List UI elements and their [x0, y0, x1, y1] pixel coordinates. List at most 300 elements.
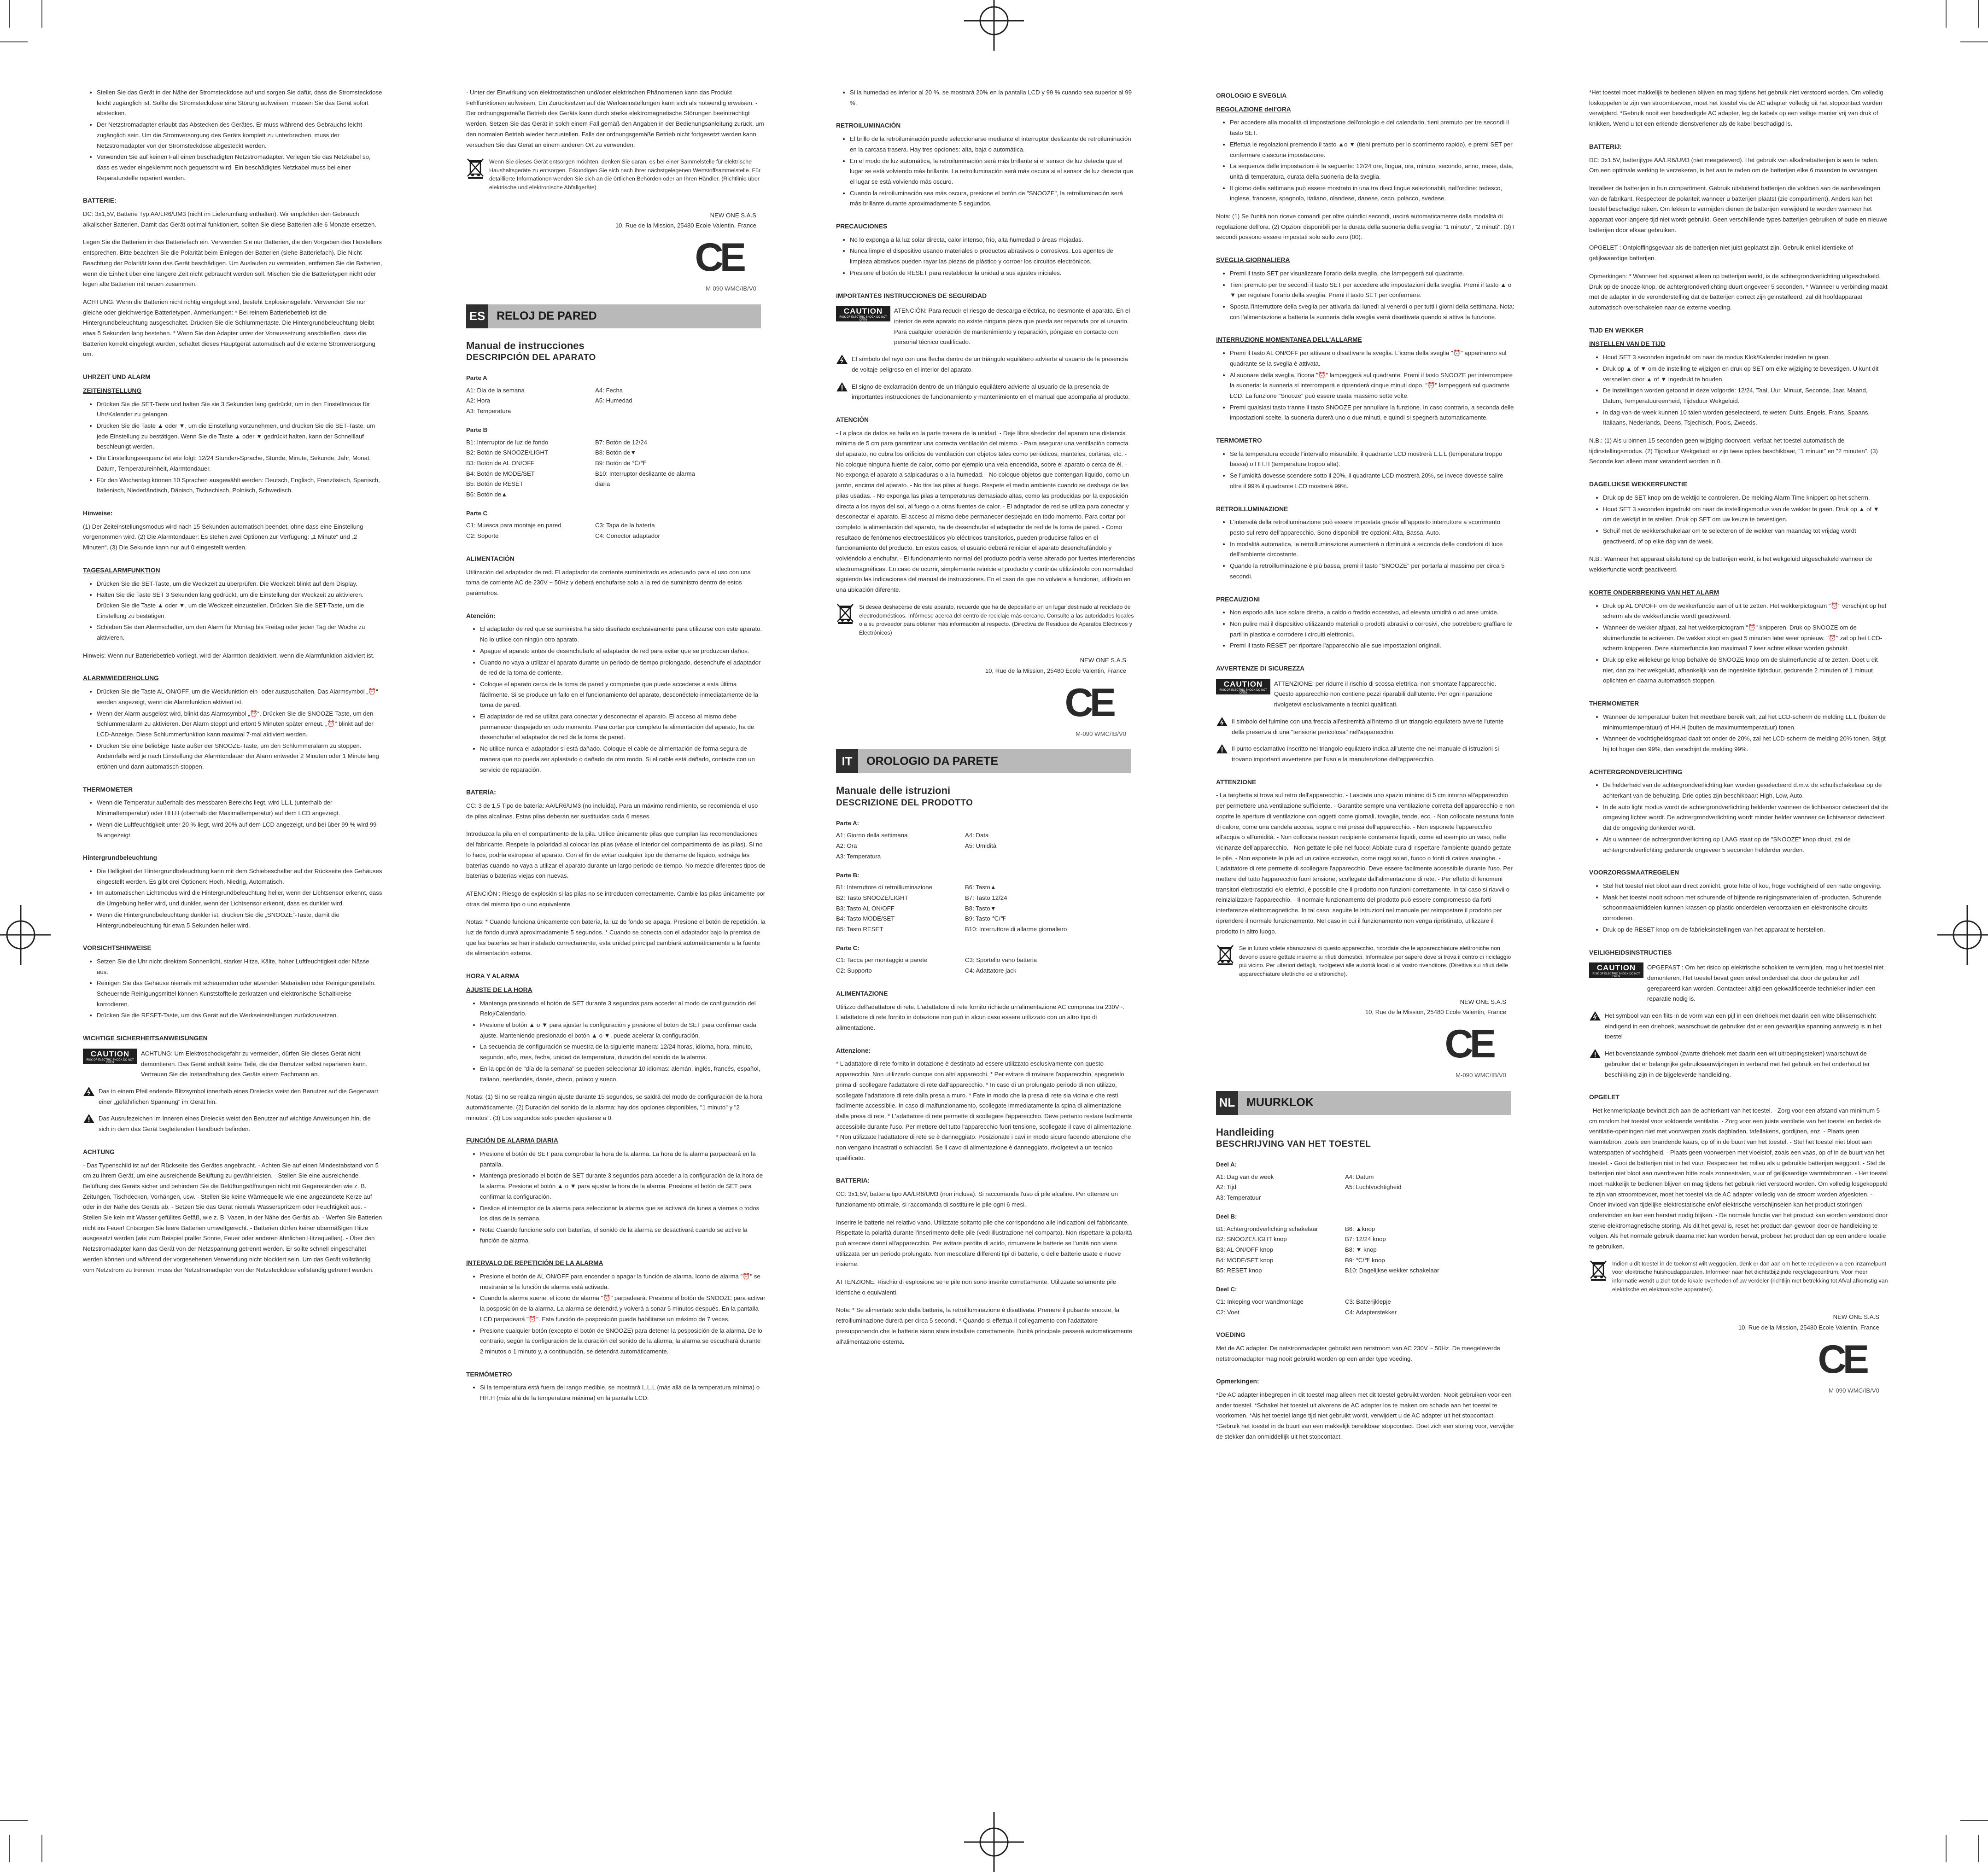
- list-item: • Cuando la alarma suene, el icono de alarma "⏰" parpadeará. Presione el botón de SNOOZE para activar la posposición de la alarma. La alarma se detendrá y volverá a sonar 5 minutos después. En la pantalla LCD parpadeará "⏰". Esta función de posposición puede habilitarse un máximo de 7 veces.: [480, 1293, 766, 1324]
- parts-cell: B10: Interruttore di allarme giornaliero: [965, 926, 1067, 933]
- crop-mark: [1960, 1820, 1988, 1821]
- parts-cell: C3: Sportello vano batteria: [965, 956, 1037, 964]
- weee-text: Wenn Sie dieses Gerät entsorgen möchten, denken Sie daran, es bei einer Sammelstelle für elektrische Haushaltsgeräte zu entsorgen. Erkundigen Sie sich nach Ihrer nächstgelegenen Wertstoffsammelstelle. Für detaillierte Informationen wenden Sie sich an die örtlichen Behörden oder an Ihren Händler. (Richtlinie über elektrische und elektronische Abfallgeräte).: [489, 158, 761, 191]
- list-item: • Deslice el interruptor de la alarma para seleccionar la alarma que se activará de lunes a viernes o todos los días de la semana.: [480, 1203, 766, 1224]
- bullet-list: [836, 235, 1135, 279]
- list-item: • En el modo de luz automática, la retroiluminación será más brillante si el sensor de luz detecta que el lugar se está volviendo más brillante. La retroiluminación será más oscura si el sensor de luz detecta que el lugar se está volviendo más oscuro.: [850, 156, 1135, 187]
- language-section-title: OROLOGIO DA PARETE: [866, 754, 999, 768]
- paragraph: Utilización del adaptador de red. El adaptador de corriente suministrado es adecuado para el uso con una toma de corriente AC de 230V ~ 50Hz y deberá enchufarse solo a la red de suministro dentro de estos parámetros.: [466, 568, 751, 597]
- section-heading: HORA Y ALARMA: [466, 973, 520, 980]
- paragraph: - Unter der Einwirkung von elektrostatischen und/oder elektrischen Phänomenen kann das Produkt Fehlfunktionen aufweisen. Ein Zurücksetzen auf die Werkseinstellungen kann sich als notwendig erweisen. - Der ordnungsgemäße Betrieb des Geräts kann durch starke elektromagnetische Störungen beeinträchtigt werden. Setzen Sie das Gerät in solch einem Fall gemäß den Angaben in der Bedienungsanleitung zurück, um den normalen Betrieb wieder herzustellen. Falls der ordnungsgemäße Betrieb nicht fortgesetzt werden kann, versuchen Sie das Gerät an einem anderen Ort zu verwenden.: [466, 89, 764, 148]
- paragraph: Legen Sie die Batterien in das Batteriefach ein. Verwenden Sie nur Batterien, die den Vorgaben des Herstellers entsprechen. Bitte beachten Sie die Polarität beim Einlegen der Batterien (siehe Batteriefach). Die Nicht-Beachtung der Polarität kann das Gerät beschädigen. Um Auslaufen zu vermeiden, entfernen Sie die Batterien, wenn die Einheit über eine längere Zeit nicht gebraucht werden soll. Mischen Sie die Batterietypen nicht oder legen alte Batterien mit neuen zusammen.: [83, 239, 382, 288]
- list-item: • El brillo de la retroiluminación puede seleccionarse mediante el interruptor deslizante de retroiluminación en la carcasa trasera. Hay tres opciones: alta, baja o automática.: [850, 134, 1135, 155]
- parts-cell: A4: Data: [965, 832, 989, 839]
- bullet-list: [1216, 517, 1515, 582]
- crop-mark: [1946, 0, 1947, 28]
- parts-cell: B8: Botón de▼: [595, 449, 637, 456]
- warning-notice: [1589, 1011, 1889, 1042]
- crop-mark: [1978, 0, 1979, 28]
- exclamation-warning-icon: [1216, 744, 1232, 758]
- parts-cell: C2: Soporte: [466, 532, 499, 540]
- paragraph: CC: 3x1,5V, batteria tipo AA/LR6/UM3 (non inclusa). Si raccomanda l'uso di pile alcaline. Per ottenere un funzionamento ottimale, si raccomanda di sostituire le pile ogni 6 mesi.: [836, 1190, 1118, 1208]
- paragraph: - Das Typenschild ist auf der Rückseite des Gerätes angebracht. - Achten Sie auf einen Mindestabstand von 5 cm zu Ihrem Gerät, um eine ausreichende Belüftung zu gewährleisten. - Stellen Sie eine ausreichende Belüftung des Geräts sicher und behindern Sie die Belüftungsöffnungen nicht mit Gegenständen wie z. B. Zeitungen, Tischdecken, Vorhängen, usw. - Stellen Sie keine Wärmequelle wie eine angezündete Kerze auf oder in der Nähe des Geräts ab. - Setzen Sie das Gerät niemals Wasserspritzern oder Feuchtigkeit aus. - Stellen Sie kein mit Wasser gefülltes Gefäß, wie z. B. Vasen, in der Nähe des Geräts ab. - Werfen Sie Batterien nicht ins Feuer! Entsorgen Sie leere Batterien umweltgerecht. - Batterien dürfen keiner übermäßigen Hitze ausgesetzt werden (wie zum Beispiel praller Sonne, Feuer oder anderen ähnlichen Hitzequellen). - Über den Netzstromadapter kann das Gerät von der Netzspannung getrennt werden. Er sollte schnell eingeschaltet werden können und während der vorgesehenen Verwendung nicht blockiert sein. Um das Gerät vollständig vom Netzstrom zu trennen, muss der Netzstromadapter von der Netzsteckdose vollständig getrennt werden.: [83, 1161, 382, 1273]
- parts-cell: B2: Tasto SNOOZE/LIGHT: [836, 894, 908, 901]
- paragraph: Installeer de batterijen in hun compartiment. Gebruik uitsluitend batterijen die voldoen aan de aanbevelingen van de fabrikant. Respecteer de polariteit wanneer u batterijen plaatst (zie compartiment). Anders kan het toestel beschadigd raken. Om lekken te vermijden dienen de batterijen verwijderd te worden wanneer het apparaat voor langere tijd niet wordt gebruikt. Geen verschillende types batterijen gebruiken of oude en nieuwe batterijen door elkaar gebruiken.: [1589, 184, 1888, 233]
- parts-row: [836, 914, 1094, 924]
- list-item: • Sposta l'interruttore della sveglia per attivarla dal lunedì al venerdì o per tutti i giorni della settimana. Nota: con l'alimentazione a batteria la suoneria della sveglia verrà disattivata quando si attiva la funzione.: [1230, 302, 1515, 322]
- parts-group-title: Parte C: [466, 509, 488, 517]
- parts-row: [836, 830, 1094, 841]
- caution-text: ACHTUNG: Um Elektroschockgefahr zu vermeiden, dürfen Sie dieses Gerät nicht demontieren. Das Gerät enthält keine Teile, die der Benutzer selbst reparieren kann. Vertrauen Sie die Instandhaltung des Geräts einem Fachmann an.: [141, 1050, 368, 1078]
- section-heading: SVEGLIA GIORNALIERA: [1216, 257, 1290, 264]
- section-heading: INTERRUZIONE MOMENTANEA DELL'ALLARME: [1216, 336, 1362, 344]
- parts-cell: A1: Giorno della settimana: [836, 832, 908, 839]
- section-heading: OROLOGIO E SVEGLIA: [1216, 92, 1287, 99]
- registration-mark-bottom: [964, 1812, 1024, 1872]
- list-item: • Tieni premuto per tre secondi il tasto SET per accedere alle impostazioni della sveglia. Premi il tasto ▲ o ▼ per regolare l'orario della sveglia. Premi il tasto SET per confermare.: [1230, 280, 1515, 301]
- warning-text: Das in einem Pfeil endende Blitzsymbol innerhalb eines Dreiecks weist den Benutzer auf die Gegenwart einer „gefährlichen Spannung“ im Gerät hin.: [99, 1088, 378, 1105]
- section-heading: INSTELLEN VAN DE TIJD: [1589, 340, 1666, 348]
- parts-group-title: Parte B: [466, 426, 488, 433]
- list-item: • Stellen Sie das Gerät in der Nähe der Stromsteckdose auf und sorgen Sie dafür, dass die Stromsteckdose leicht zugänglich ist. Sollte die Stromsteckdose eine Störung aufweisen, müssen Sie das Gerät sofort abstecken.: [97, 87, 382, 119]
- paragraph: - Het kenmerkplaatje bevindt zich aan de achterkant van het toestel. - Zorg voor een afstand van minimum 5 cm rondom het toestel voor voldoende ventilatie. - Zorg voor een juiste ventilatie van het toestel en bedek de ventilatie-openingen niet met voorwerpen zoals dagbladen, tafellakens, gordijnen, enz. - Plaats geen warmtebron, zoals een brandende kaars, op of in de buurt van het toestel. - Stel het toestel niet bloot aan waterspatten of vochtigheid. - Plaats geen voorwerpen met vloeistof, zoals een vaas, op of in de buurt van het toestel. - Gooi de batterijen niet in het vuur. Respecteer het milieu als u gebruikte batterijen weggooit. - Stel de batterijen niet bloot aan overdreven hitte zoals zonnestralen, vuur of gelijkaardige warmtebronnen. - Het toestel moet makkelijk te bedienen blijven en mag tijdens het gebruik niet verstoord worden. Om volledig losgekoppeld te zijn van stroomtoevoer, moet het toestel via de AC adapter volledig van de stroom worden afgesloten. - Onder invloed van tijdelijke elektrostatische en/of elektrische verschijnselen kan het product storingen ondervinden en kan een herstart nodig blijken. - De normale functie van het product kan worden verstoord door sterke elektromagnetische storing. Als dit het geval is, reset het product dan gewoon door de handleiding te volgen. Als het normale gebruik daarna niet kan worden hervat, probeer het product dan op een andere locatie te gebruiken.: [1589, 1107, 1888, 1250]
- weee-text: Si desea deshacerse de este aparato, recuerde que ha de depositarlo en un lugar destinado al reciclado de electrodomésticos. Infórmese acerca del centro de reciclaje más cercano. Consulte a las autoridades locales o a su proveedor para obtener más información al respecto. (Directiva de Residuos de Aparatos Eléctricos y Electrónicos): [859, 603, 1134, 636]
- warning-text: Het symbool van een flits in de vorm van een pijl in een driehoek met daarin een witte bliksemschicht eindigend in een driehoek, waarschuwt de gebruiker dat er een gevaarlijke spanning aanwezig is in het toestel: [1605, 1012, 1882, 1040]
- parts-row: [1216, 1245, 1474, 1255]
- list-item: • Presione cualquier botón (excepto el botón de SNOOZE) para detener la posposición de la alarma. De lo contrario, según la configuración de la duración del sonido de la alarma, la alarma se escuchará durante 2 minutos o 1 minuto y, a continuación, se detendrá automáticamente.: [480, 1326, 766, 1357]
- ce-mark: CE: [695, 235, 743, 280]
- parts-cell: B10: Interruptor deslizante de alarma: [595, 470, 695, 477]
- list-item: • Maak het toestel nooit schoon met schurende of bijtende reinigingsmaterialen of -producten. Schurende schoonmaakmiddelen kunnen krassen op plastic onderdelen veroorzaken en elektronische circuits corroderen.: [1603, 892, 1889, 924]
- manual-column-italian-dutch: [1216, 87, 1515, 1768]
- parts-cell: [595, 406, 724, 417]
- language-section-title: MUURKLOK: [1246, 1096, 1314, 1109]
- list-item: • Apague el aparato antes de desenchufarlo al adaptador de red para evitar que se produzcan daños.: [480, 646, 766, 657]
- section-heading: PRECAUCIONES: [836, 223, 888, 230]
- section-heading: VOORZORGSMAATREGELEN: [1589, 869, 1679, 876]
- section-heading: THERMOMETER: [1589, 700, 1639, 707]
- parts-cell: C1: Tacca per montaggio a parete: [836, 956, 928, 964]
- parts-list: [466, 508, 766, 542]
- parts-row: [466, 479, 724, 490]
- list-item: • In de auto light modus wordt de achtergrondverlichting helderder wanneer de lichtsensor detecteert dat de omgeving lichter wordt. De achtergrondverlichting wordt minder helder wanneer de lichtsensor detecteert dat de omgeving donkerder wordt.: [1603, 802, 1889, 834]
- parts-row: [466, 396, 724, 406]
- parts-row: [1216, 1307, 1474, 1318]
- parts-row: [1216, 1297, 1474, 1307]
- caution-text: ATENCIÓN: Para reducir el riesgo de descarga eléctrica, no desmonte el aparato. En el interior de este aparato no existe ninguna pieza que pueda ser reparada por el usuario. Para cualquier operación de mantenimiento y reparación, póngase en contacto con personal técnico cualificado.: [894, 307, 1130, 346]
- paragraph: ATTENZIONE: Rischio di esplosione se le pile non sono inserite correttamente. Utilizzate solamente pile identiche o equivalenti.: [836, 1278, 1117, 1296]
- list-item: • Effettua le regolazioni premendo il tasto ▲o ▼ (tieni premuto per lo scorrimento rapido), e premi SET per confermare ciascuna impostazione.: [1230, 140, 1515, 160]
- list-item: • Cuando no vaya a utilizar el aparato durante un periodo de tiempo prolongado, desenchufe el adaptador de red de la toma de corriente.: [480, 658, 766, 678]
- ce-mark: CE: [1064, 680, 1112, 725]
- parts-cell: B1: Achtergrondverlichting schakelaar: [1216, 1225, 1318, 1232]
- bullet-list: [836, 134, 1135, 209]
- section-heading: INTERVALO DE REPETICIÓN DE LA ALARMA: [466, 1260, 603, 1267]
- parts-table: [836, 882, 1094, 935]
- parts-list: [466, 373, 766, 417]
- manual-column-german-spanish: [466, 87, 766, 1768]
- manual-subtitle: BESCHRIJVING VAN HET TOESTEL: [1216, 1139, 1371, 1149]
- bullet-list: [836, 87, 1135, 108]
- caution-text: ATTENZIONE: per ridurre il rischio di scossa elettrica, non smontate l'apparecchio. Questo apparecchio non contiene pezzi riparabili dall'utente. Per ogni riparazione rivolgetevi esclusivamente a tecnici qualificati.: [1274, 680, 1497, 708]
- bullet-list: [83, 798, 382, 840]
- list-item: • L'intensità della retroilluminazione può essere impostata grazie all'apposito interruttore a scorrimento posto sul retro dell'apparecchio. Sono disponibili tre opzioni: Alta, Bassa, Auto.: [1230, 517, 1515, 538]
- list-item: • Premi il tasto AL ON/OFF per attivare o disattivare la sveglia. L'icona della sveglia "⏰" appariranno sul quadrante se la sveglia è attivata.: [1230, 348, 1515, 369]
- warning-notice: [836, 354, 1135, 375]
- paragraph: DC: 3x1,5V, Batterie Typ AA/LR6/UM3 (nicht im Lieferumfang enthalten). Wir empfehlen den Gebrauch alkalischer Batterien. Damit das Gerät optimal funktioniert, sollten Sie diese Batterien alle 6 Monate ersetzen.: [83, 210, 376, 228]
- list-item: • Druk op elke willekeurige knop behalve de SNOOZE knop om de sluimerfunctie af te zetten. Doet u dit niet, dan zal het wekgeluid, afhankelijk van de ingestelde tijdsduur, gedurende 2 minuten of 1 minuut oplichten en daarna automatisch stoppen.: [1603, 655, 1889, 686]
- registration-mark-top: [964, 0, 1024, 51]
- section-heading: WICHTIGE SICHERHEITSANWEISUNGEN: [83, 1035, 208, 1042]
- parts-cell: A5: Umidità: [965, 842, 997, 850]
- parts-cell: A1: Día de la semana: [466, 386, 525, 394]
- list-item: • Premi qualsiasi tasto tranne il tasto SNOOZE per annullare la funzione. In caso contrario, a seconda delle impostazioni scelte, la suoneria durerà uno o due minuti, e quindi si spegnerà automaticamente.: [1230, 402, 1515, 423]
- parts-row: [836, 904, 1094, 914]
- parts-cell: C2: Supporto: [836, 967, 872, 974]
- list-item: • Non esporlo alla luce solare diretta, a caldo o freddo eccessivo, ad elevata umidità o ad aree umide.: [1230, 607, 1515, 618]
- parts-cell: A1: Dag van de week: [1216, 1173, 1274, 1180]
- manual-subtitle: DESCRIPCIÓN DEL APARATO: [466, 353, 596, 363]
- bullet-list: [466, 1271, 766, 1357]
- parts-cell: A5: Luchtvochtigheid: [1345, 1184, 1402, 1191]
- parts-cell: [595, 490, 724, 500]
- language-section-header: [1216, 1091, 1511, 1115]
- parts-row: [836, 893, 1094, 904]
- paragraph: N.B.: (1) Als u binnen 15 seconden geen wijziging doorvoert, verlaat het toestel automatisch de tijdinstellingsmodus. (2) Tijdsduur Wekgeluid: er zijn twee opties beschikbaar, "1 minuut" en "2 minuten". (3) Seconde kan alleen maar veranderd worden in 0.: [1589, 437, 1878, 465]
- exclamation-warning-icon: [83, 1114, 99, 1127]
- manual-title-block: [466, 339, 766, 364]
- section-heading: ATTENZIONE: [1216, 778, 1257, 786]
- language-code: ES: [466, 304, 488, 328]
- parts-cell: B1: Interruttore di retroilluminazione: [836, 884, 932, 891]
- list-item: • El adaptador de red que se suministra ha sido diseñado exclusivamente para utilizarse con este aparato. No lo utilice con ningún otro aparato.: [480, 624, 766, 645]
- list-item: • Premi il tasto SET per visualizzare l'orario della sveglia, che lampeggerà sul quadrante.: [1230, 268, 1515, 279]
- company-address: 10, Rue de la Mission, 25480 Ecole Valentin, France: [1365, 1009, 1506, 1016]
- parts-cell: C3: Tapa de la batería: [595, 522, 655, 529]
- parts-row: [466, 520, 724, 531]
- list-item: • No utilice nunca el adaptador si está dañado. Coloque el cable de alimentación de forma segura de manera que no pueda ser aplastado o dañado de otro modo. Si el cable está dañado, contacte con un servicio de reparación.: [480, 744, 766, 775]
- bullet-list: [83, 87, 382, 183]
- bullet-list: [83, 399, 382, 496]
- warning-text: Het bovenstaande symbool (zwarte driehoek met daarin een wit uitroepingsteken) waarschuwt de gebruiker dat er belangrijke gebruiksaanwijzingen in verband met het gebruik en het onderhoud ter beschikking zijn in de bijgeleverde handleiding.: [1605, 1050, 1870, 1078]
- company-address: 10, Rue de la Mission, 25480 Ecole Valentin, France: [1738, 1324, 1879, 1331]
- section-heading: ALIMENTACIÓN: [466, 555, 515, 562]
- manufacturer-block: [836, 655, 1126, 739]
- list-item: • Wanneer de vochtigheidsgraad daalt tot onder de 20%, zal het LCD-scherm de melding 20% tonen. Stijgt hij tot hoger dan 99%, dan verschijnt de melding 99%.: [1603, 734, 1889, 754]
- model-number: M-090 WMC/IB/V0: [1829, 1387, 1879, 1394]
- paragraph: *Het toestel moet makkelijk te bedienen blijven en mag tijdens het gebruik niet verstoord worden. Om volledig loskoppelen te zijn van stroomtoevoer, moet het toestel via de AC adapter volledig uit het stopcontact worden verwijderd. *Gebruik nooit een beschadigde AC adapter, leg de kabels op een veilige manier vrij van druk of knikken. Wend u tot een erkende dienstverlener als de kabel beschadigd is.: [1589, 89, 1883, 128]
- parts-table: [466, 520, 724, 541]
- section-heading: TIJD EN WEKKER: [1589, 327, 1644, 334]
- crop-mark: [1978, 1835, 1979, 1862]
- parts-cell: B7: Tasto 12/24: [965, 894, 1007, 901]
- crop-mark: [1946, 1835, 1947, 1862]
- parts-row: [466, 490, 724, 500]
- model-number: M-090 WMC/IB/V0: [1076, 730, 1126, 737]
- language-section-title: RELOJ DE PARED: [497, 309, 597, 323]
- parts-cell: B6: Tasto▲: [965, 884, 996, 891]
- list-item: • Die Helligkeit der Hintergrundbeleuchtung kann mit dem Schiebeschalter auf der Rückseite des Gehäuses eingestellt werden. Es gibt drei Optionen: Hoch, Niedrig, Automatisch.: [97, 866, 382, 887]
- language-code: IT: [836, 749, 858, 773]
- parts-cell: B4: MODE/SET knop: [1216, 1256, 1274, 1264]
- parts-cell: A4: Fecha: [595, 386, 623, 394]
- parts-row: [836, 882, 1094, 893]
- list-item: • Wanneer de temperatuur buiten het meetbare bereik valt, zal het LCD-scherm de melding LL.L (buiten de minimumtemperatuur) of HH.H (buiten de maximumtemperatuur) tonen.: [1603, 712, 1889, 733]
- parts-cell: B3: AL ON/OFF knop: [1216, 1246, 1274, 1253]
- manual-title-block: [1216, 1126, 1515, 1150]
- list-item: • Cuando la retroiluminación sea más oscura, presione el botón de "SNOOZE", la retroiluminación será más brillante durante aproximadamente 5 segundos.: [850, 188, 1135, 209]
- section-heading: BATTERIJ:: [1589, 143, 1622, 150]
- lightning-warning-icon: [83, 1086, 99, 1100]
- bullet-list: [1589, 601, 1889, 687]
- exclamation-warning-icon: [836, 382, 852, 396]
- weee-notice: [1216, 944, 1515, 978]
- parts-row: [836, 841, 1094, 851]
- parts-cell: C2: Voet: [1216, 1308, 1240, 1316]
- parts-cell: B9: Botón de ℃/℉: [595, 459, 646, 467]
- section-heading: REGOLAZIONE dell'ORA: [1216, 105, 1291, 113]
- list-item: • Si la humedad es inferior al 20 %, se mostrará 20% en la pantalla LCD y 99 % cuando sea superior al 99 %.: [850, 87, 1135, 108]
- parts-row: [1216, 1172, 1474, 1183]
- weee-notice: [466, 157, 766, 192]
- crossed-bin-icon: [466, 157, 489, 181]
- bullet-list: [1216, 117, 1515, 204]
- parts-group-title: Deel B:: [1216, 1213, 1237, 1220]
- bullet-list: [466, 998, 766, 1085]
- parts-group-title: Parte A:: [836, 819, 860, 827]
- parts-cell: diaria: [595, 480, 610, 488]
- manual-title: Manuale delle istruzioni: [836, 785, 951, 797]
- crossed-bin-icon: [1216, 944, 1239, 968]
- caution-badge: CAUTION RISK OF ELECTRIC SHOCK DO NOT OPEN: [1589, 962, 1643, 978]
- list-item: • Wenn die Hintergrundbeleuchtung dunkler ist, drücken Sie die „SNOOZE“-Taste, damit die Hintergrundbeleuchtung für etwa 5 Sekunden heller wird.: [97, 910, 382, 931]
- weee-text: Indien u dit toestel in de toekomst wilt weggooien, denk er dan aan om het te recycleren via een inzamelpunt voor elektrische huishoudapparaten. Informeer naar het dichtstbijzijnde recyclagecentrum. Voor meer informatie wendt u zich tot de lokale overheden of uw verdeler (richtlijn met betrekking tot Afval afkomstig van elektrische en elektronische apparaten).: [1612, 1260, 1888, 1293]
- section-heading: ALARMWIEDERHOLUNG: [83, 675, 159, 682]
- warning-notice: [1589, 1049, 1889, 1080]
- parts-list: [466, 425, 766, 500]
- parts-row: [466, 437, 724, 448]
- section-heading: Attenzione:: [836, 1047, 871, 1054]
- parts-row: [836, 924, 1094, 935]
- section-heading: FUNCIÓN DE ALARMA DIARIA: [466, 1137, 558, 1144]
- paragraph: Introduzca la pila en el compartimento de la pila. Utilice únicamente pilas que cumplan las recomendaciones del fabricante. Respete la polaridad al colocar las pilas (véase el interior del compartimento de las pilas). Si no lo hace, podría estropear el aparato. Con el fin de evitar cualquier tipo de derrame de líquido, extraiga las baterías cuando no vaya a utilizar el aparato durante un largo periodo de tiempo. No mezcle diferentes tipos de baterías o baterías viejas con nuevas.: [466, 830, 766, 880]
- parts-row: [1216, 1265, 1474, 1276]
- crop-mark: [9, 1835, 10, 1862]
- parts-table: [466, 437, 724, 500]
- parts-table: [1216, 1224, 1474, 1277]
- list-item: • En la opción de "día de la semana" se pueden seleccionar 10 idiomas: alemán, inglés, francés, español, italiano, neerlandés, danés, checo, polaco y sueco.: [480, 1064, 766, 1085]
- parts-row: [1216, 1255, 1474, 1266]
- parts-list: [836, 870, 1135, 935]
- list-item: • Halten Sie die Taste SET 3 Sekunden lang gedrückt, um die Einstellung der Weckzeit zu aktivieren. Drücken Sie die Taste ▲ oder ▼, um die Weckzeit einzustellen. Drücken Sie die SET-Taste, um die Einstellung zu bestätigen.: [97, 590, 382, 621]
- list-item: • In dag-van-de-week kunnen 10 talen worden geselecteerd, te weten: Duits, Engels, Frans, Spaans, Italiaans, Nederlands, Deens, Tsjechisch, Pools, Zweeds.: [1603, 408, 1889, 428]
- bullet-list: [466, 1149, 766, 1246]
- bullet-list: [1216, 449, 1515, 492]
- manual-column-german: [83, 87, 382, 1768]
- parts-cell: [965, 851, 1094, 862]
- parts-row: [466, 469, 724, 479]
- paragraph: CC: 3 de 1,5 Tipo de batería: AA/LR6/UM3 (no incluida). Para un máximo rendimiento, se recomienda el uso de pilas alcalinas. Estas pilas deberán ser sustituidas cada 6 meses.: [466, 802, 758, 820]
- list-item: • Houd SET 3 seconden ingedrukt om naar de modus Klok/Kalender instellen te gaan.: [1603, 352, 1889, 363]
- manual-subtitle: DESCRIZIONE DEL PRODOTTO: [836, 798, 973, 808]
- parts-cell: B10: Dagelijkse wekker schakelaar: [1345, 1267, 1439, 1274]
- paragraph: Met de AC adapter. De netstroomadapter gebruikt een netstroom van AC 230V ~ 50Hz. De meegeleverde netstroomadapter mag nooit gebruikt worden op een ander type voeding.: [1216, 1344, 1500, 1362]
- manual-column-dutch: [1589, 87, 1889, 1768]
- lightning-warning-icon: [836, 354, 852, 368]
- list-item: • Druk op de SET knop om de wektijd te controleren. De melding Alarm Time knippert op het scherm.: [1603, 493, 1889, 503]
- parts-group-title: Deel A:: [1216, 1161, 1237, 1168]
- parts-row: [466, 448, 724, 458]
- list-item: • Druk op AL ON/OFF om de wekkerfunctie aan of uit te zetten. Het wekkerpictogram "⏰" verschijnt op het scherm als de wekkerfunctie wordt geactiveerd.: [1603, 601, 1889, 622]
- paragraph: - La placa de datos se halla en la parte trasera de la unidad. - Deje libre alrededor del aparato una distancia mínima de 5 cm para garantizar una correcta ventilación del mismo. - Para asegurar una ventilación correcta del aparato, no cubra los orificios de ventilación con objetos tales como periódicos, manteles, cortinas, etc. - No coloque ninguna fuente de calor, como por ejemplo una vela encendida, sobre el aparato o cerca de él. - No exponga el aparato a salpicaduras o a la humedad. - No coloque objetos que contengan líquido, como un jarrón, encima del aparato. - No tire las pilas al fuego. Respete el medio ambiente cuando se deshaga de las pilas usadas. - No exponga las pilas a temperaturas demasiado altas, como las producidas por la exposición directa a los rayos del sol, al fuego o a otras fuentes de calor. - El adaptador de red se utiliza para conectar y desconectar el aparato. El acceso al mismo debe permanecer despejado en todo momento. Para cortar por completo la alimentación del aparato, ha de desenchufar el adaptador de red de la toma de pared. - Como resultado de fenómenos electroestáticos y/o eléctricos transitorios, pueden producirse fallos en el funcionamiento del producto. En estos casos, el usuario deberá reiniciar el aparato desenchufándolo y volviéndolo a enchufar. - El funcionamiento normal del producto podría verse alterado por fuertes interferencias electromagnéticas. En caso de ocurrir, simplemente reinicie el producto y continúe utilizándolo con normalidad siguiendo las indicaciones del manual de instrucciones. En el caso de que no volviera a funcionar, utilícelo en una ubicación diferente.: [836, 429, 1135, 594]
- parts-cell: A4: Datum: [1345, 1173, 1374, 1180]
- list-item: • Quando la retroilluminazione è più bassa, premi il tasto "SNOOZE" per portarla al massimo per circa 5 secondi.: [1230, 561, 1515, 582]
- section-heading: PRECAUZIONI: [1216, 595, 1260, 603]
- parts-cell: A2: Hora: [466, 397, 491, 404]
- parts-row: [1216, 1234, 1474, 1245]
- section-heading: BATTERIE:: [83, 197, 117, 204]
- language-section-header: [466, 304, 761, 328]
- company-name: NEW ONE S.A.S: [1833, 1313, 1879, 1321]
- list-item: • Mantenga presionado el botón de SET durante 3 segundos para acceder al modo de configuración del Reloj/Calendario.: [480, 998, 766, 1019]
- parts-row: [466, 458, 724, 469]
- list-item: • Se la temperatura eccede l'intervallo misurabile, il quadrante LCD mostrerà L.L.L (temperatura troppo bassa) o HH.H (temperatura troppo alta).: [1230, 449, 1515, 470]
- list-item: • Nota: Cuando funcione solo con baterías, el sonido de la alarma se desactivará cuando se active la función de alarma.: [480, 1225, 766, 1246]
- parts-row: [1216, 1224, 1474, 1235]
- manual-title: Manual de instrucciones: [466, 339, 585, 351]
- registration-mark-right: [1937, 905, 1988, 965]
- parts-cell: B3: Botón de AL ON/OFF: [466, 459, 535, 467]
- list-item: • Drücken Sie eine beliebige Taste außer der SNOOZE-Taste, um den Schlummeralarm zu stoppen. Andernfalls wird je nach Einstellung der Alarmtondauer der Alarm entweder 2 Minuten oder 1 Minute lang ertönen und dann automatisch stoppen.: [97, 741, 382, 772]
- list-item: • Drücken Sie die Taste AL ON/OFF, um die Weckfunktion ein- oder auszuschalten. Das Alarmsymbol „⏰“ werden angezeigt, wenn die Alarmfunktion aktiviert ist.: [97, 687, 382, 707]
- section-heading: THERMOMETER: [83, 786, 133, 793]
- parts-group-title: Deel C:: [1216, 1286, 1237, 1293]
- weee-text: Se in futuro volete sbarazzarvi di questo apparecchio, ricordate che le apparecchiature elettroniche non devono essere gettate insieme ai rifiuti domestici. Informatevi per sapere dove si trova il centro di riciclaggio più vicino. Per ulteriori dettagli, rivolgetevi alle autorità locali o al vostro rivenditore. (Direttiva sui rifiuti delle apparecchiature elettriche ed elettroniche).: [1239, 945, 1511, 978]
- list-item: • Coloque el aparato cerca de la toma de pared y compruebe que puede accederse a esta última fácilmente. Si se produce un fallo en el funcionamiento del aparato, desconéctelo inmediatamente de la toma de pared.: [480, 679, 766, 711]
- parts-cell: A2: Ora: [836, 842, 857, 850]
- parts-group-title: Parte B:: [836, 871, 860, 879]
- parts-cell: C1: Inkeping voor wandmontage: [1216, 1298, 1304, 1305]
- list-item: • De helderheid van de achtergrondverlichting kan worden geselecteerd d.m.v. de schuifschakelaar op de achterkant van de behuizing. Drie opties zijn beschikbaar: High, Low, Auto.: [1603, 780, 1889, 801]
- section-heading: TERMÓMETRO: [466, 1370, 512, 1378]
- section-heading: AJUSTE DE LA HORA: [466, 986, 532, 993]
- warning-notice: [1216, 717, 1515, 737]
- bullet-list: [1216, 348, 1515, 423]
- manual-title: Handleiding: [1216, 1126, 1274, 1138]
- parts-list: [1216, 1212, 1515, 1276]
- parts-cell: B4: Botón de MODE/SET: [466, 470, 535, 477]
- list-item: • La secuencia de configuración se muestra de la siguiente manera: 12/24 horas, idioma, hora, minuto, segundo, año, mes, fecha, unidad de temperatura, duración del sonido de la alarma.: [480, 1042, 766, 1062]
- company-name: NEW ONE S.A.S: [1460, 998, 1506, 1005]
- manufacturer-block: [1216, 997, 1506, 1081]
- section-heading: ZEITEINSTELLUNG: [83, 387, 142, 394]
- bullet-list: [1589, 780, 1889, 855]
- paragraph: OPGELET : Ontploffingsgevaar als de batterijen niet juist geplaatst zijn. Gebruik enkel identieke of gelijkwaardige batterijen.: [1589, 244, 1853, 262]
- list-item: • Reinigen Sie das Gehäuse niemals mit scheuernden oder ätzenden Materialien oder Reinigungsmitteln. Scheuernde Reinigungsmittel können Kunststoffteile zerkratzen und elektronische Schaltkreise korrodieren.: [97, 978, 382, 1009]
- paragraph: Nota: (1) Se l'unità non riceve comandi per oltre quindici secondi, uscirà automaticamente dalla modalità di regolazione dell'ora. (2) Opzioni disponibili per la durata della suoneria della sveglia: "1 minuto", "2 minuti". (3) I secondi possono essere impostati solo sullo zero (00).: [1216, 213, 1514, 241]
- section-heading: ACHTUNG: [83, 1148, 115, 1155]
- paragraph: (1) Der Zeiteinstellungsmodus wird nach 15 Sekunden automatisch beendet, ohne dass eine Einstellung vorgenommen wird. (2) Die Alarmtondauer: Es stehen zwei Optionen zur Verfügung: „1 Minute“ und „2 Minuten“. (3) Die Sekunde kann nur auf 0 eingestellt werden.: [83, 523, 363, 551]
- section-heading: IMPORTANTES INSTRUCCIONES DE SEGURIDAD: [836, 292, 987, 299]
- parts-row: [836, 966, 1094, 976]
- list-item: • Houd SET 3 seconden ingedrukt om naar de instellingsmodus van de wekker te gaan. Druk op ▲ of ▼ om de wektijd in te stellen. Druk op SET om uw keuze te bevestigen.: [1603, 504, 1889, 525]
- parts-cell: B5: Botón de RESET: [466, 480, 523, 488]
- section-heading: RETROILUMINACIÓN: [836, 122, 901, 129]
- list-item: • No lo exponga a la luz solar directa, calor intenso, frío, alta humedad o áreas mojadas.: [850, 235, 1135, 245]
- list-item: • Drücken Sie die Taste ▲ oder ▼, um die Einstellung vorzunehmen, und drücken Sie die SET-Taste, um jede Einstellung zu bestätigen. Wenn Sie die Taste ▲ oder ▼ gedrückt halten, kann der Schnelllauf beschleunigt werden.: [97, 421, 382, 452]
- parts-cell: C4: Adapterstekker: [1345, 1308, 1397, 1316]
- list-item: • Als u wanneer de achtergrondverlichting op LAAG staat op de "SNOOZE" knop drukt, zal de achtergrondverlichting gedurende ongeveer 5 seconden helderder worden.: [1603, 834, 1889, 855]
- section-heading: VEILIGHEIDSINSTRUCTIES: [1589, 949, 1672, 956]
- crop-mark: [1960, 41, 1988, 42]
- warning-text: Il simbolo del fulmine con una freccia all'estremità all'interno di un triangolo equilatero avverte l'utente della presenza di una "tensione pericolosa" nell'apparecchio.: [1232, 717, 1504, 735]
- parts-cell: [1345, 1193, 1474, 1203]
- list-item: • Presione el botón de AL ON/OFF para encender o apagar la función de alarma. Icono de alarma "⏰" se mostrarán si la función de alarma está activada.: [480, 1271, 766, 1292]
- parts-cell: B1: Interruptor de luz de fondo: [466, 438, 549, 446]
- section-heading: BATTERIA:: [836, 1177, 870, 1184]
- list-item: • Der Netzstromadapter erlaubt das Abstecken des Gerätes. Er muss während des Gebrauchs leicht zugänglich sein. Um die Stromversorgung des Geräts komplett zu unterbrechen, muss der Netzstromadapter von der Stromsteckdose abgesteckt werden.: [97, 120, 382, 151]
- section-heading: TAGESALARMFUNKTION: [83, 566, 160, 574]
- section-heading: TERMOMETRO: [1216, 437, 1262, 444]
- section-heading: Hinweise:: [83, 509, 113, 517]
- bullet-list: [83, 579, 382, 643]
- section-heading: Atención:: [466, 612, 496, 619]
- caution-notice: [1589, 962, 1889, 1004]
- section-heading: OPGELET: [1589, 1094, 1620, 1101]
- list-item: • La sequenza delle impostazioni è la seguente: 12/24 ore, lingua, ora, minuto, secondo, anno, mese, data, unità di temperatura, durata della suoneria della sveglia.: [1230, 161, 1515, 182]
- lightning-warning-icon: [1589, 1011, 1605, 1025]
- section-heading: VOEDING: [1216, 1331, 1245, 1339]
- bullet-list: [1589, 712, 1889, 755]
- section-heading: DAGELIJKSE WEKKERFUNCTIE: [1589, 481, 1688, 488]
- warning-text: Il punto esclamativo inscritto nel triangolo equilatero indica all'utente che nel manuale di istruzioni si trovano importanti avvertenze per l'uso e la manutenzione dell'apparecchio.: [1232, 745, 1499, 763]
- paragraph: N.B.: Wanneer het apparaat uitsluitend op de batterijen werkt, is het wekgeluid uitgeschakeld wanneer de wekkerfunctie wordt geactiveerd.: [1589, 555, 1872, 573]
- caution-notice: [836, 306, 1135, 348]
- list-item: • Schieben Sie den Alarmschalter, um den Alarm für Montag bis Freitag oder jeden Tag der Woche zu aktivieren.: [97, 622, 382, 643]
- crop-mark: [9, 0, 10, 28]
- company-address: 10, Rue de la Mission, 25480 Ecole Valentin, France: [985, 667, 1126, 675]
- parts-cell: C4: Adattatore jack: [965, 967, 1017, 974]
- parts-row: [1216, 1182, 1474, 1193]
- warning-notice: [1216, 744, 1515, 764]
- crop-mark: [41, 0, 42, 28]
- parts-cell: B9: Tasto ℃/℉: [965, 915, 1006, 922]
- paragraph: DC: 3x1,5V, batterijtype AA/LR6/UM3 (niet meegeleverd). Het gebruik van alkalinebatterijen is aan te raden. Om een optimale werking te verzekeren, is het aan te raden om de batterijen elke 6 maanden te vervangen.: [1589, 156, 1879, 174]
- bullet-list: [1589, 493, 1889, 547]
- parts-cell: C1: Muesca para montaje en pared: [466, 522, 561, 529]
- company-name: NEW ONE S.A.S: [1080, 657, 1126, 664]
- parts-cell: A3: Temperatura: [836, 852, 881, 860]
- language-section-header: [836, 749, 1131, 773]
- parts-table: [836, 955, 1094, 976]
- list-item: • Schuif met de wekkerschakelaar om te selecteren of de wekker van maandag tot vrijdag wordt geactiveerd, of op elke dag van de week.: [1603, 526, 1889, 547]
- manufacturer-block: [1589, 1312, 1879, 1396]
- paragraph: Opmerkingen: * Wanneer het apparaat alleen op batterijen werkt, is de achtergrondverlichting uitgeschakeld. Druk op de snooze-knop, de achtergrondverlichting duurt ongeveer 5 seconden. * Wanneer u verbinding maakt met de adapter in de veronderstelling dat de batterijen correct zijn geïnstalleerd, zal dit hoofdapparaat automatisch overschakelen naar de externe voeding.: [1589, 272, 1888, 311]
- list-item: • Mantenga presionado el botón de SET durante 3 segundos para acceder a la configuración de la hora de la alarma. Presione el botón ▲ o ▼ para ajustar la hora de la alarma. Presione el botón de SET para confirmar la configuración.: [480, 1171, 766, 1202]
- parts-cell: B2: SNOOZE/LIGHT knop: [1216, 1236, 1287, 1243]
- warning-text: El símbolo del rayo con una flecha dentro de un triángulo equilátero advierte al usuario de la presencia de voltaje peligroso en el interior del aparato.: [852, 356, 1128, 373]
- paragraph: Notas: * Cuando funciona únicamente con batería, la luz de fondo se apaga. Presione el botón de repetición, la luz de fondo durará aproximadamente 5 segundos. * Cuando se conecta con el adaptador bajo la premisa de que las baterías se han instalado correctamente, esta unidad principal cambiará automáticamente a la fuente de alimentación externa.: [466, 918, 766, 957]
- company-address: 10, Rue de la Mission, 25480 Ecole Valentin, France: [615, 222, 756, 229]
- list-item: • Für den Wochentag können 10 Sprachen ausgewählt werden: Deutsch, Englisch, Französisch, Spanisch, Italienisch, Niederländisch, Dänisch, Tschechisch, Polnisch, Schwedisch.: [97, 475, 382, 496]
- bullet-list: [83, 956, 382, 1021]
- paragraph: ACHTUNG: Wenn die Batterien nicht richtig eingelegt sind, besteht Explosionsgefahr. Verwenden Sie nur gleiche oder gleichwertige Batterietypen. Anmerkungen: * Bei reinem Batteriebetrieb ist die Hintergrundbeleuchtung ausgeschaltet. Drücken Sie die Schlummertaste. Die Hintergrundbeleuchtung bleibt etwa 5 Sekunden lang bestehen. * Wenn Sie den Adapter unter der Voraussetzung anschließen, dass die Batterien korrekt eingelegt wurden, schaltet dieses Hauptgerät automatisch auf die externe Stromversorgung um.: [83, 298, 375, 358]
- section-heading: RETROILLUMINAZIONE: [1216, 505, 1288, 513]
- warning-text: El signo de exclamación dentro de un triángulo equilátero advierte al usuario de la presencia de importantes instrucciones de funcionamiento y mantenimiento en el manual que acompaña al producto.: [852, 383, 1130, 401]
- paragraph: Nota: * Se alimentato solo dalla batteria, la retroilluminazione è disattivata. Premere il pulsante snooze, la retroilluminazione durerà per circa 5 secondi. * Quando si effettua il collegamento con l'adattatore presupponendo che le batterie siano state installate correttamente, l'unità principale passerà automaticamente all'alimentazione esterna.: [836, 1306, 1133, 1345]
- list-item: • Verwenden Sie auf keinen Fall einen beschädigten Netzstromadapter. Verlegen Sie das Netzkabel so, dass es weder eingeklemmt noch gequetscht wird. Ein beschädigtes Netzkabel muss bei einer Reparaturstelle repariert werden.: [97, 152, 382, 183]
- paragraph: - La targhetta si trova sul retro dell'apparecchio. - Lasciate uno spazio minimo di 5 cm intorno all'apparecchio per permettere una ventilazione sufficiente. - Garantite sempre una ventilazione corretta dell'apparecchio e non coprite le aperture di ventilazione con oggetti come giornali, tovaglie, tende, ecc. - Non collocate nessuna fonte di calore, come una candela accesa, sopra o nei pressi dell'apparecchio. - Non esponete l'apparecchio all'acqua o all'umidità. - Non collocate nessun recipiente contenente liquidi, come ad esempio un vaso, nelle vicinanze dell'apparecchio. - Non gettate le pile nel fuoco! Abbiate cura di rispettare l'ambiente quando gettate le pile. - Non esponete le pile ad un calore eccessivo, come raggi solari, fuoco o fonti di calore analoghe. - L'adattatore di rete permette di scollegare l'apparecchio. Deve essere facilmente accessibile durante l'uso. Per mettere del tutto l'apparecchio fuori tensione, scollegate dall'alimentazione di rete. - Per effetto di fenomeni transitori elettrostatici e/o elettrici, è possibile che il prodotto non funzioni correttamente. In tal caso si riavvii o reinizializzare l'apparecchio. - Il normale funzionamento del prodotto può essere compromesso da forti interferenze elettromagnetiche. In tal caso, seguite le istruzioni nel manuale per reimpostare il prodotto per riprendere il normale funzionamento. Nel caso in cui il funzionamento non venga ripristinato, utilizzare il prodotto in altro luogo.: [1216, 792, 1515, 935]
